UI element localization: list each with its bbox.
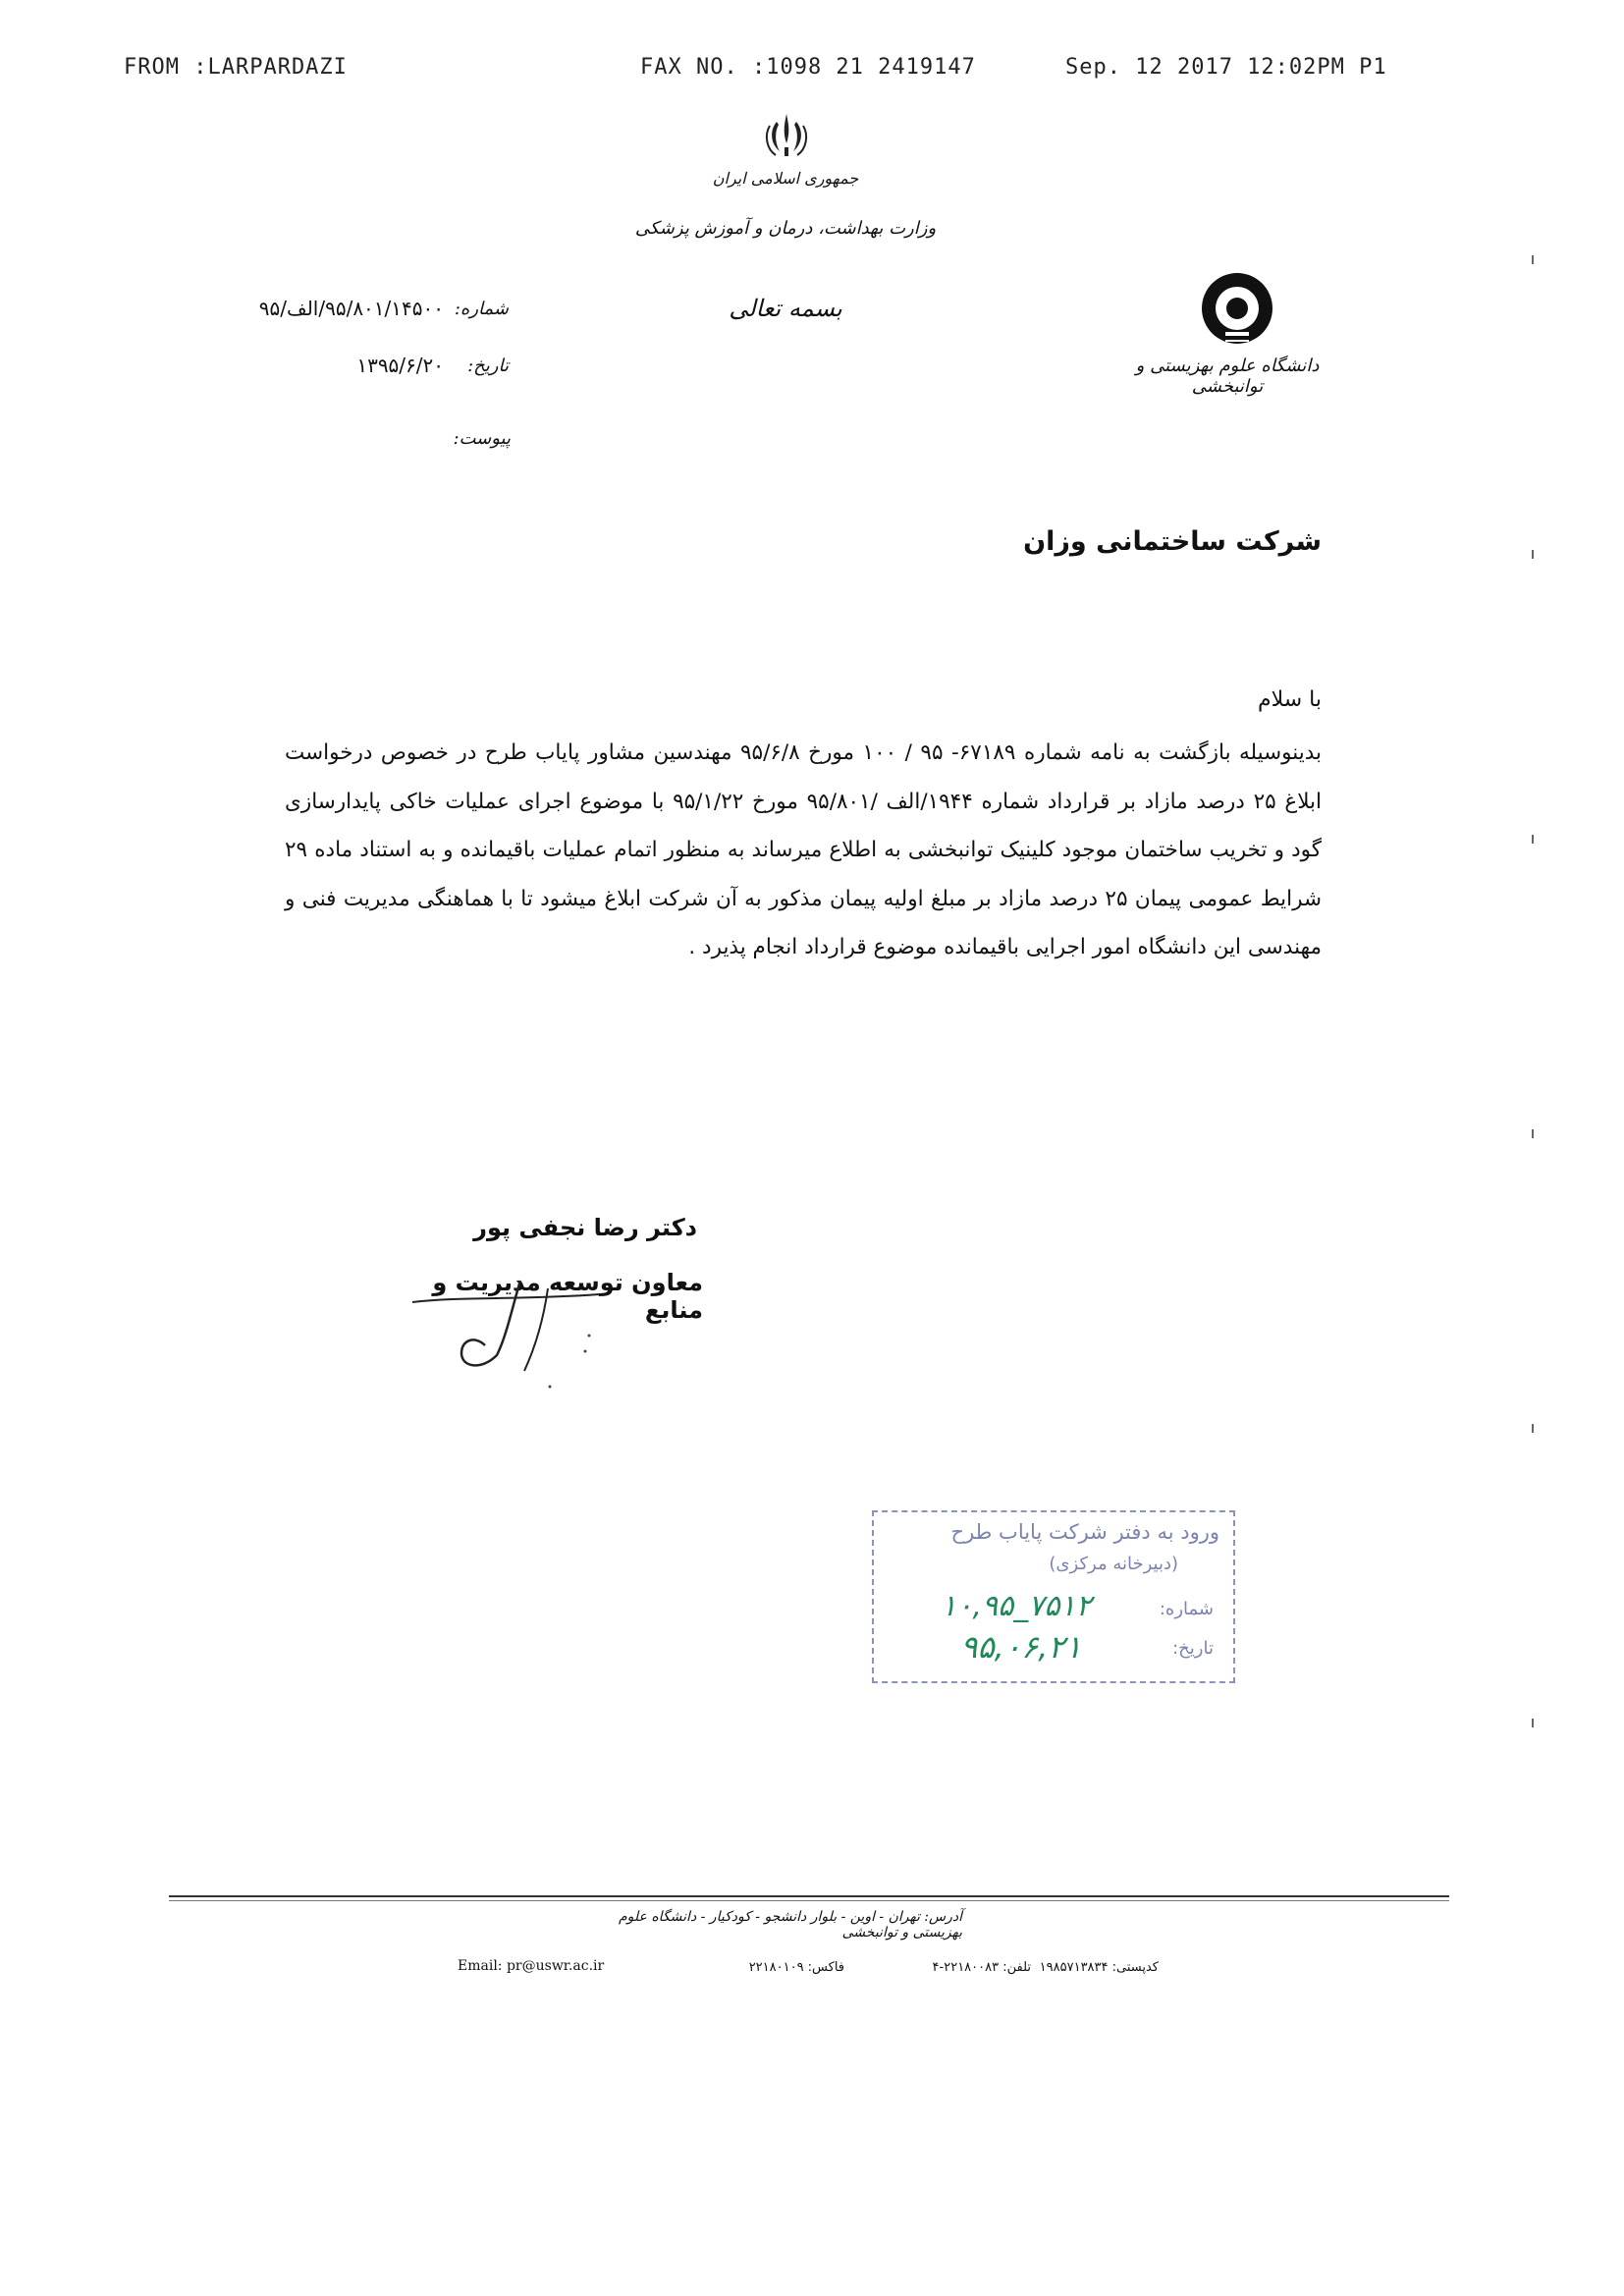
letter-number: ۹۵/۸۰۱/۱۴۵۰۰/الف/۹۵ xyxy=(258,297,444,320)
scan-mark xyxy=(1532,550,1534,559)
footer-fax: فاکس: ۲۲۱۸۰۱۰۹ xyxy=(748,1960,844,1975)
university-logo-icon xyxy=(1196,271,1278,346)
scan-mark xyxy=(1532,1129,1534,1138)
footer-postal-code: کدپستی: ۱۹۸۵۷۱۳۸۳۴ xyxy=(1039,1960,1159,1975)
handwritten-signature xyxy=(403,1277,609,1394)
signatory-name: دکتر رضا نجفی پور xyxy=(473,1214,697,1241)
footer-address: آدرس: تهران - اوین - بلوار دانشجو - کودکیار - دانشگاه علوم بهزیستی و توانبخشی xyxy=(619,1909,962,1941)
bismillah: بسمه تعالی xyxy=(729,295,842,322)
received-stamp xyxy=(872,1510,1235,1683)
letter-body: بدینوسیله بازگشت به نامه شماره ۶۷۱۸۹- ۹۵ / ۱۰۰ مورخ ۹۵/۶/۸ مهندسین مشاور پایاب طرح در خصوص درخواست ابلاغ ۲۵ درصد مازاد بر قرارداد شماره ۱۹۴۴/الف /۹۵/۸۰۱ مورخ ۹۵/۱/۲۲ با موضوع اجرای عملیات خاکی پایدارسازی گود و تخریب ساختمان موجود کلینیک توانبخشی به اطلاع میرساند به منظور اتمام عملیات باقیمانده و به استناد ماده ۲۹ شرایط عمومی پیمان ۲۵ درصد مازاد بر مبلغ اولیه پیمان مذکور به آن شرکت ابلاغ میشود تا با هماهنگی مدیریت فنی و مهندسی این دانشگاه امور اجرایی باقیمانده موضوع قرارداد انجام پذیرد . xyxy=(285,740,1323,959)
stamp-title: ورود به دفتر شرکت پایاب طرح xyxy=(950,1520,1219,1544)
scan-mark xyxy=(1532,835,1534,844)
greeting: با سلام xyxy=(1257,687,1322,712)
stamp-number-label: شماره: xyxy=(1159,1599,1214,1619)
republic-title: جمهوری اسلامی ایران xyxy=(712,169,859,188)
letter-date: ۱۳۹۵/۶/۲۰ xyxy=(356,354,444,377)
attachment-label: پیوست: xyxy=(453,428,511,449)
stamp-date-value: ۹۵,۰۶,۲۱ xyxy=(960,1628,1082,1666)
footer-email: Email: pr@uswr.ac.ir xyxy=(458,1958,605,1974)
fax-number: FAX NO. :1098 21 2419147 xyxy=(640,55,976,80)
scan-mark xyxy=(1532,255,1534,264)
ministry-title: وزارت بهداشت، درمان و آموزش پزشکی xyxy=(634,218,937,239)
university-name: دانشگاه علوم بهزیستی و توانبخشی xyxy=(1135,355,1320,397)
footer-divider xyxy=(169,1895,1449,1897)
footer-divider-thin xyxy=(169,1900,1449,1901)
stamp-date-label: تاریخ: xyxy=(1172,1638,1214,1659)
number-label: شماره: xyxy=(454,299,509,319)
date-label: تاریخ: xyxy=(467,355,509,376)
signatory-title: معاون توسعه مدیریت و منابع xyxy=(432,1269,703,1324)
scan-mark xyxy=(1532,1719,1534,1727)
footer-tel: تلفن: ۲۲۱۸۰۰۸۳-۴ xyxy=(932,1960,1031,1975)
fax-from: FROM :LARPARDAZI xyxy=(124,55,348,80)
fax-datetime: Sep. 12 2017 12:02PM P1 xyxy=(1065,55,1387,80)
scan-mark xyxy=(1532,1424,1534,1433)
stamp-number-value: ۱۰,۹۵_۷۵۱۲ xyxy=(941,1589,1092,1623)
recipient: شرکت ساختمانی وزان xyxy=(1023,526,1322,557)
iran-emblem-icon xyxy=(764,110,809,159)
stamp-subtitle: (دبیرخانه مرکزی) xyxy=(1049,1554,1178,1574)
